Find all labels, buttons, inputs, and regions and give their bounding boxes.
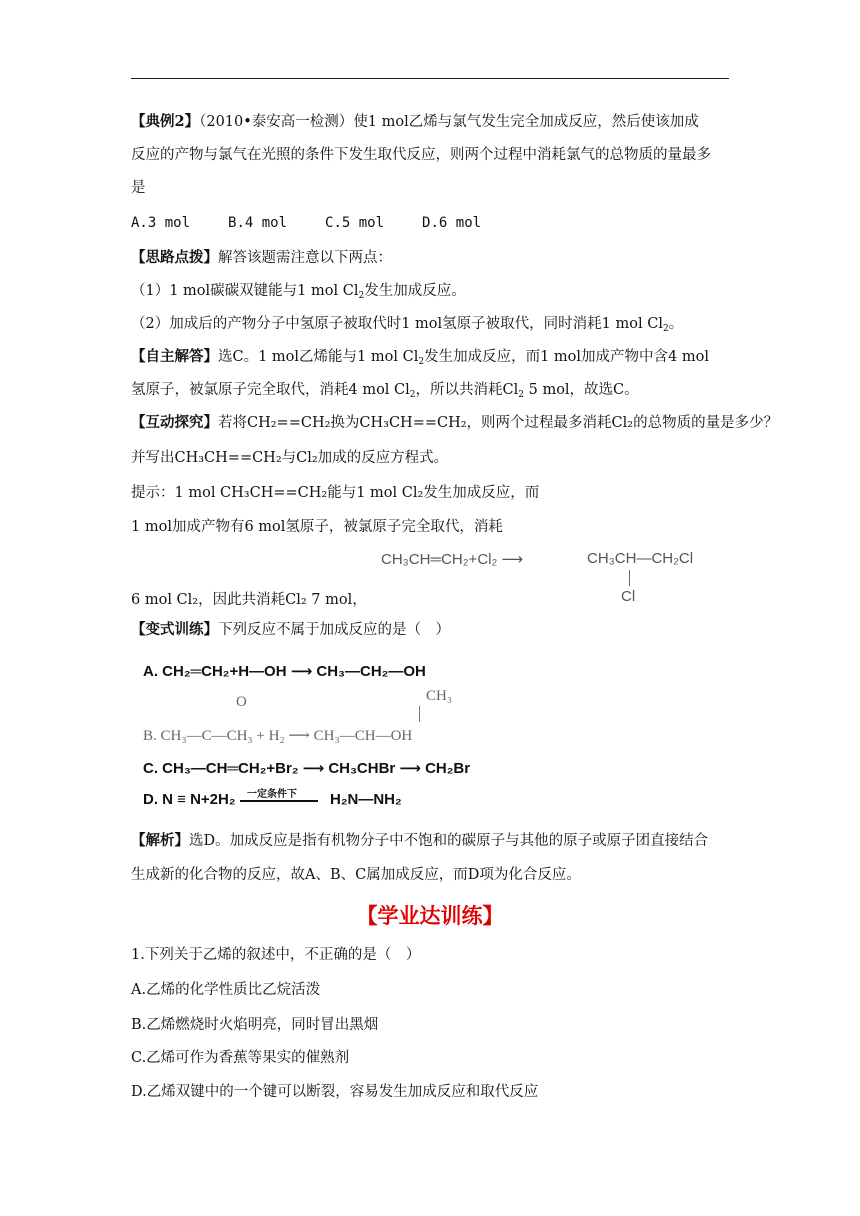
tips-line — [131, 247, 392, 269]
explore-line2: 并写出CH₃CH==CH₂与Cl₂加成的反应方程式。 — [131, 450, 449, 466]
variant-option-d-arrow — [240, 800, 318, 802]
q1-option-d: D.乙烯双键中的一个键可以断裂，容易发生加成反应和取代反应 — [131, 1084, 539, 1100]
answer-heading: 【自主解答】 — [131, 348, 218, 365]
example-stem-line1 — [131, 111, 699, 133]
analysis-line1: 【解析】选D。加成反应是指有机物分子中不饱和的碳原子与其他的原子或原子团直接结合 — [131, 832, 709, 849]
variant-option-b-methyl: CH₃ — [426, 688, 453, 704]
answer-line2: 氢原子，被氯原子完全取代，消耗4 mol $Cl_2$，所以共消耗$Cl_2$ 5 mol，故选C。 — [131, 382, 639, 400]
answer-line1: 【自主解答】选C。1 mol乙烯能与1 mol $Cl_2$发生加成反应，而1 mol加成产物中含4 mol — [131, 348, 709, 367]
q1-option-c: C.乙烯可作为香蕉等果实的催熟剂 — [131, 1050, 350, 1066]
tips-point2: （2）加成后的产物分子中氢原子被取代时1 mol氢原子被取代，同时消耗1 mol $Cl_2$。 — [131, 316, 684, 334]
explore-line1: 【互动探究】若将CH₂==CH₂换为CH₃CH==CH₂，则两个过程最多消耗Cl₂的总物质的量是多少？ — [131, 414, 779, 431]
equation-left: CH₃CH═CH₂+Cl₂ ⟶ — [381, 551, 523, 568]
variant-option-c: C. CH₃—CH═CH₂+Br₂ ⟶ CH₃CHBr ⟶ CH₂Br — [143, 760, 471, 777]
example-stem-1: 使1 mol乙烯与氯气发生完全加成反应，然后使该加成 — [353, 114, 699, 130]
q1-option-b: B.乙烯燃烧时火焰明亮，同时冒出黑烟 — [131, 1017, 379, 1033]
variant-option-d-condition: 一定条件下 — [247, 789, 297, 800]
header-rule — [131, 78, 729, 79]
option-b: B.4 mol — [228, 215, 288, 231]
variant-option-d-right: H₂N—NH₂ — [330, 791, 402, 808]
example-stem-line2: 反应的产物与氯气在光照的条件下发生取代反应，则两个过程中消耗氯气的总物质的量最多 — [131, 147, 711, 163]
variant-option-b-oxygen: O — [236, 694, 247, 710]
explore-heading: 【互动探究】 — [131, 414, 218, 431]
equation-bond — [629, 570, 630, 586]
variant-option-d-left: D. N ≡ N+2H₂ — [143, 791, 236, 808]
example-stem-line3: 是 — [131, 180, 146, 196]
example-options — [131, 212, 481, 234]
tips-text: 解答该题需注意以下两点： — [218, 250, 392, 266]
analysis-heading: 【解析】 — [131, 832, 189, 849]
q1-stem: 1.下列关于乙烯的叙述中，不正确的是（ ） — [131, 947, 421, 963]
option-a: A.3 mol — [131, 215, 191, 231]
example-heading: 【典例2】 — [131, 113, 200, 130]
option-d: D.6 mol — [422, 215, 482, 231]
variant-option-b-bond — [419, 706, 420, 722]
explore-hint3: 6 mol Cl₂，因此共消耗Cl₂ 7 mol， — [131, 592, 367, 608]
variant-option-a: A. CH₂═CH₂+H—OH ⟶ CH₃—CH₂—OH — [143, 663, 426, 680]
section-title: 【学业达训练】 — [356, 904, 504, 928]
variant-option-b: B. CH₃—C—CH₃ + H₂ ⟶ CH₃—CH—OH — [143, 728, 413, 744]
example-source: （2010•泰安高一检测） — [199, 114, 354, 130]
analysis-line2: 生成新的化合物的反应，故A、B、C属加成反应，而D项为化合反应。 — [131, 867, 581, 883]
variant-heading: 【变式训练】 — [131, 621, 218, 638]
equation-right: CH₃CH—CH₂Cl — [587, 550, 694, 567]
explore-hint2: 1 mol加成产物有6 mol氢原子，被氯原子完全取代，消耗 — [131, 519, 503, 535]
tips-heading: 【思路点拨】 — [131, 249, 218, 266]
option-c: C.5 mol — [325, 215, 385, 231]
explore-hint1: 提示：1 mol CH₃CH==CH₂能与1 mol Cl₂发生加成反应，而 — [131, 485, 540, 501]
variant-line: 【变式训练】下列反应不属于加成反应的是（ ） — [131, 621, 450, 638]
equation-branch: Cl — [621, 588, 636, 605]
tips-point1: （1）1 mol碳碳双键能与1 mol $Cl_2$发生加成反应。 — [131, 283, 466, 301]
q1-option-a: A.乙烯的化学性质比乙烷活泼 — [131, 982, 321, 998]
